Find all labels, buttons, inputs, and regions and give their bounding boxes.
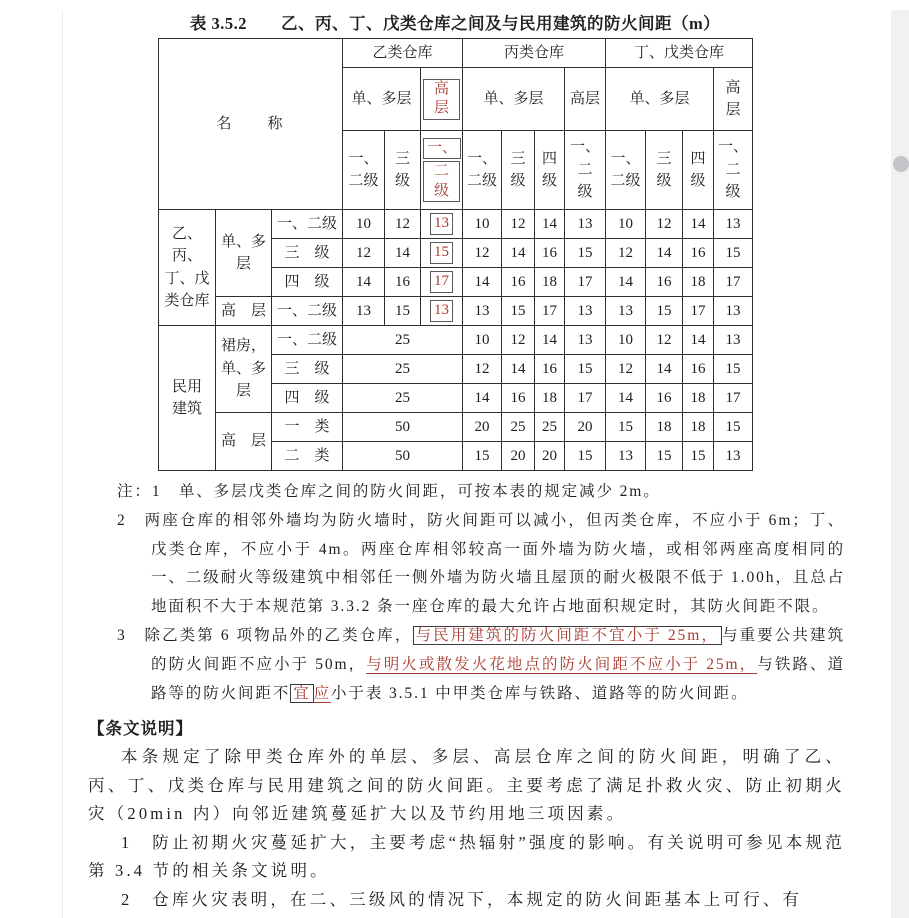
header-label-line: 一、	[610, 150, 641, 167]
storey-header-cell	[565, 68, 606, 131]
header-label-line: 民用	[171, 378, 202, 395]
page-edge-line	[62, 10, 63, 918]
distance-value-cell: 14	[683, 326, 714, 355]
note-text-segment: 与重要公共建筑的防火间距不应小于 50m，	[151, 627, 845, 673]
distance-value-cell: 15	[646, 442, 683, 471]
distance-value-cell: 10	[463, 210, 502, 239]
distance-value-cell: 13	[606, 297, 646, 326]
distance-value-cell: 14	[535, 326, 565, 355]
distance-value-cell: 10	[606, 210, 646, 239]
distance-value-cell: 15	[565, 239, 606, 268]
header-label-line: 级	[577, 184, 593, 201]
document-page	[0, 10, 909, 918]
note-text-segment: 与民用建筑的防火间距不宜小于 25m，	[413, 626, 722, 645]
distance-value-cell: 16	[535, 355, 565, 384]
row-grade-label-cell: 二 类	[272, 442, 343, 471]
grade-header-cell	[565, 131, 606, 210]
table-header	[159, 39, 753, 210]
header-label-line: 类仓库	[164, 293, 210, 309]
row-subgroup-label-cell	[216, 297, 272, 326]
header-label-line: 单、多层	[351, 90, 412, 107]
distance-value-cell: 18	[683, 268, 714, 297]
header-label-line: 高	[725, 79, 741, 96]
header-label-line: 高层	[570, 90, 601, 107]
distance-value-cell: 15	[463, 442, 502, 471]
distance-value-cell: 14	[463, 268, 502, 297]
header-label-line: 级	[542, 173, 558, 189]
header-label-line: 单、多层	[629, 90, 690, 107]
distance-value-cell: 17	[535, 297, 565, 326]
distance-value-cell: 12	[385, 210, 421, 239]
distance-value-cell: 20	[502, 442, 535, 471]
fire-distance-table	[158, 38, 753, 471]
commentary-paragraph: 2 仓库火灾表明，在二、三级风的情况下，本规定的防火间距基本上可行、有	[121, 889, 803, 909]
distance-value-cell: 10	[343, 210, 385, 239]
grade-header-cell	[535, 131, 565, 210]
distance-value-cell: 13	[714, 442, 753, 471]
distance-value-cell: 15	[714, 239, 753, 268]
distance-value-cell: 14	[683, 210, 714, 239]
distance-value-cell: 16	[385, 268, 421, 297]
category-header-cell: 丙类仓库	[463, 39, 606, 68]
row-group-label-cell	[159, 326, 216, 471]
distance-value-cell: 25	[535, 413, 565, 442]
row-grade-label-cell: 一、二级	[272, 210, 343, 239]
distance-value-cell: 20	[565, 413, 606, 442]
header-label-line: 四	[542, 150, 558, 167]
highlighted-value: 13	[430, 213, 453, 235]
commentary-section	[88, 715, 845, 914]
distance-value-cell	[421, 239, 463, 268]
distance-value-cell: 25	[343, 355, 463, 384]
storey-header-cell	[606, 68, 714, 131]
distance-value-cell: 12	[646, 326, 683, 355]
header-label-line: 三	[395, 150, 411, 167]
note-text-segment: 应	[313, 684, 332, 702]
header-label-line: 高层	[423, 79, 460, 120]
distance-value-cell: 16	[535, 239, 565, 268]
header-label-line: 丁、戊	[164, 270, 210, 287]
header-label-line: 三	[656, 150, 672, 167]
header-label-line: 二级	[348, 173, 379, 189]
note-number: 3	[117, 627, 145, 645]
name-header-cell: 名 称	[159, 39, 343, 210]
storey-header-cell	[421, 68, 463, 131]
distance-value-cell	[421, 268, 463, 297]
table-title: 表 3.5.2 乙、丙、丁、戊类仓库之间及与民用建筑的防火间距（m）	[189, 14, 721, 33]
note-text-segment: 与明火或散发火花地点的防火间距不应小于 25m，	[366, 655, 758, 673]
distance-value-cell: 18	[646, 413, 683, 442]
header-label-line: 三	[510, 150, 526, 167]
distance-value-cell: 15	[683, 442, 714, 471]
distance-value-cell: 15	[714, 413, 753, 442]
distance-value-cell: 18	[683, 384, 714, 413]
commentary-paragraph: 本条规定了除甲类仓库外的单层、多层、高层仓库之间的防火间距，明确了乙、丙、丁、戊类仓库与民用建筑之间的防火间距。主要考虑了满足扑救火灾、防止初期火灾（20min 内）向邻近建筑蔓延扩大以及节约用地三项因素。	[88, 747, 845, 824]
grade-header-cell	[683, 131, 714, 210]
distance-value-cell: 10	[463, 326, 502, 355]
header-label-line: 二级	[610, 173, 641, 189]
distance-value-cell: 13	[343, 297, 385, 326]
header-label-line: 单、多	[220, 233, 266, 250]
storey-header-cell	[343, 68, 421, 131]
table-row	[159, 326, 753, 355]
distance-value-cell: 13	[463, 297, 502, 326]
row-subgroup-label-cell	[216, 413, 272, 471]
row-grade-label-cell: 四 级	[272, 268, 343, 297]
distance-value-cell: 15	[606, 413, 646, 442]
distance-value-cell: 25	[502, 413, 535, 442]
header-label-line: 二级	[423, 161, 460, 202]
grade-header-cell	[343, 131, 385, 210]
distance-value-cell: 16	[683, 355, 714, 384]
distance-value-cell: 15	[385, 297, 421, 326]
distance-value-cell: 12	[606, 239, 646, 268]
header-label-line: 二	[725, 161, 741, 178]
distance-value-cell: 50	[343, 442, 463, 471]
distance-value-cell: 15	[646, 297, 683, 326]
header-label-line: 一、	[423, 138, 461, 160]
distance-value-cell: 14	[385, 239, 421, 268]
distance-value-cell: 12	[502, 210, 535, 239]
header-label-line: 一、	[467, 150, 498, 167]
header-label-line: 裙房，	[220, 338, 266, 355]
distance-value-cell: 15	[502, 297, 535, 326]
header-label-line: 一、	[348, 150, 379, 167]
distance-value-cell: 12	[646, 210, 683, 239]
distance-value-cell: 13	[714, 297, 753, 326]
distance-value-cell: 14	[535, 210, 565, 239]
distance-value-cell: 18	[535, 268, 565, 297]
note-item	[117, 507, 845, 622]
commentary-paragraphs	[88, 743, 845, 914]
distance-value-cell: 18	[535, 384, 565, 413]
table-row	[159, 297, 753, 326]
grade-header-cell	[646, 131, 683, 210]
distance-value-cell: 16	[646, 384, 683, 413]
distance-value-cell: 15	[565, 355, 606, 384]
highlighted-value: 17	[430, 271, 453, 293]
note-text-segment: 与铁路、道路等的防火间距不	[151, 655, 845, 702]
distance-value-cell: 13	[565, 297, 606, 326]
row-subgroup-label-cell	[216, 210, 272, 297]
header-label-line: 一、二	[570, 139, 601, 178]
grade-header-cell	[385, 131, 421, 210]
row-grade-label-cell: 三 级	[272, 355, 343, 384]
header-label-line: 层	[235, 256, 251, 272]
table-row	[159, 413, 753, 442]
row-grade-label-cell: 一 类	[272, 413, 343, 442]
note-text-segment: 单、多层戊类仓库之间的防火间距，可按本表的规定减少 2m。	[178, 483, 661, 500]
scrollbar-thumb[interactable]	[893, 156, 909, 172]
category-header-cell: 乙类仓库	[343, 39, 463, 68]
distance-value-cell: 12	[463, 239, 502, 268]
distance-value-cell: 13	[565, 210, 606, 239]
distance-value-cell: 10	[606, 326, 646, 355]
storey-header-cell	[463, 68, 565, 131]
header-label-line: 一、	[718, 139, 749, 156]
header-label-line: 级	[395, 173, 411, 189]
distance-value-cell: 13	[714, 326, 753, 355]
row-subgroup-label-cell	[216, 326, 272, 413]
category-header-cell: 丁、戊类仓库	[606, 39, 753, 68]
distance-value-cell: 14	[646, 239, 683, 268]
grade-header-cell	[714, 131, 753, 210]
header-row	[159, 39, 753, 68]
distance-value-cell: 20	[535, 442, 565, 471]
note-item	[117, 478, 845, 507]
distance-value-cell: 16	[683, 239, 714, 268]
distance-value-cell: 17	[714, 384, 753, 413]
distance-value-cell: 17	[714, 268, 753, 297]
distance-value-cell: 14	[502, 355, 535, 384]
distance-value-cell: 12	[502, 326, 535, 355]
distance-value-cell	[421, 210, 463, 239]
header-label-line: 乙、丙、	[171, 225, 202, 264]
header-label-line: 级	[510, 173, 526, 189]
header-label-line: 层	[235, 383, 251, 400]
distance-value-cell: 16	[646, 268, 683, 297]
note-number: 1	[151, 483, 179, 500]
table-notes	[117, 478, 845, 709]
distance-value-cell: 13	[565, 326, 606, 355]
header-label-line: 层	[725, 102, 741, 118]
distance-value-cell: 17	[565, 384, 606, 413]
distance-value-cell: 14	[502, 239, 535, 268]
distance-value-cell: 16	[502, 384, 535, 413]
grade-header-cell	[502, 131, 535, 210]
note-text-segment: 两座仓库的相邻外墙均为防火墙时，防火间距可以减小，但丙类仓库，不应小于 6m；丁、戊类仓库，不应小于 4m。两座仓库相邻较高一面外墙为防火墙，或相邻两座高度相同的一、二级耐火等级建筑中相邻任一侧外墙为防火墙且屋顶的耐火极限不低于 1.00h，且总占地面积不大于本规范第 3.3.2 条一座仓库的最大允许占地面积规定时，其防火间距不限。	[144, 511, 845, 616]
grade-header-cell	[463, 131, 502, 210]
distance-value-cell	[421, 297, 463, 326]
note-number: 2	[117, 511, 145, 529]
distance-value-cell: 12	[606, 355, 646, 384]
distance-value-cell: 20	[463, 413, 502, 442]
row-grade-label-cell: 一、二级	[272, 297, 343, 326]
distance-value-cell: 50	[343, 413, 463, 442]
distance-value-cell: 17	[565, 268, 606, 297]
note-text-segment: 小于表 3.5.1 中甲类仓库与铁路、道路等的防火间距。	[331, 684, 749, 702]
distance-value-cell: 14	[606, 268, 646, 297]
note-text-segment: 宜	[290, 684, 313, 703]
commentary-heading: 【条文说明】	[88, 718, 193, 738]
distance-value-cell: 13	[714, 210, 753, 239]
header-label-line: 级	[690, 173, 706, 189]
header-label-line: 高 层	[220, 302, 266, 319]
header-label-line: 级	[725, 184, 741, 201]
highlighted-value: 13	[430, 300, 453, 322]
distance-value-cell: 14	[463, 384, 502, 413]
distance-value-cell: 15	[714, 355, 753, 384]
header-label-line: 单、多层	[483, 90, 544, 107]
scrollbar-track[interactable]	[891, 10, 909, 918]
commentary-paragraph: 1 防止初期火灾蔓延扩大，主要考虑“热辐射”强度的影响。有关说明可参见本规范第 3.4 节的相关条文说明。	[88, 832, 845, 881]
distance-value-cell: 25	[343, 326, 463, 355]
distance-value-cell: 14	[606, 384, 646, 413]
distance-value-cell: 15	[565, 442, 606, 471]
storey-header-cell	[714, 68, 753, 131]
note-lead: 注：	[117, 483, 152, 500]
note-text-segment: 除乙类第 6 项物品外的乙类仓库，	[144, 627, 413, 645]
grade-header-cell	[421, 131, 463, 210]
distance-value-cell: 12	[343, 239, 385, 268]
distance-value-cell: 18	[683, 413, 714, 442]
row-grade-label-cell: 一、二级	[272, 326, 343, 355]
grade-header-cell	[606, 131, 646, 210]
highlighted-value: 15	[430, 242, 453, 264]
distance-value-cell: 14	[646, 355, 683, 384]
distance-value-cell: 16	[502, 268, 535, 297]
distance-value-cell: 12	[463, 355, 502, 384]
header-label-line: 高 层	[220, 433, 266, 450]
header-label-line: 四	[690, 150, 706, 167]
table-row	[159, 210, 753, 239]
distance-value-cell: 25	[343, 384, 463, 413]
distance-value-cell: 13	[606, 442, 646, 471]
header-label-line: 级	[656, 173, 672, 189]
header-label-line: 单、多	[220, 360, 266, 377]
distance-value-cell: 17	[683, 297, 714, 326]
row-group-label-cell	[159, 210, 216, 326]
distance-value-cell: 14	[343, 268, 385, 297]
row-grade-label-cell: 三 级	[272, 239, 343, 268]
table-body	[159, 210, 753, 471]
note-item	[117, 622, 845, 708]
header-label-line: 二级	[467, 173, 498, 189]
header-label-line: 建筑	[171, 401, 202, 417]
row-grade-label-cell: 四 级	[272, 384, 343, 413]
